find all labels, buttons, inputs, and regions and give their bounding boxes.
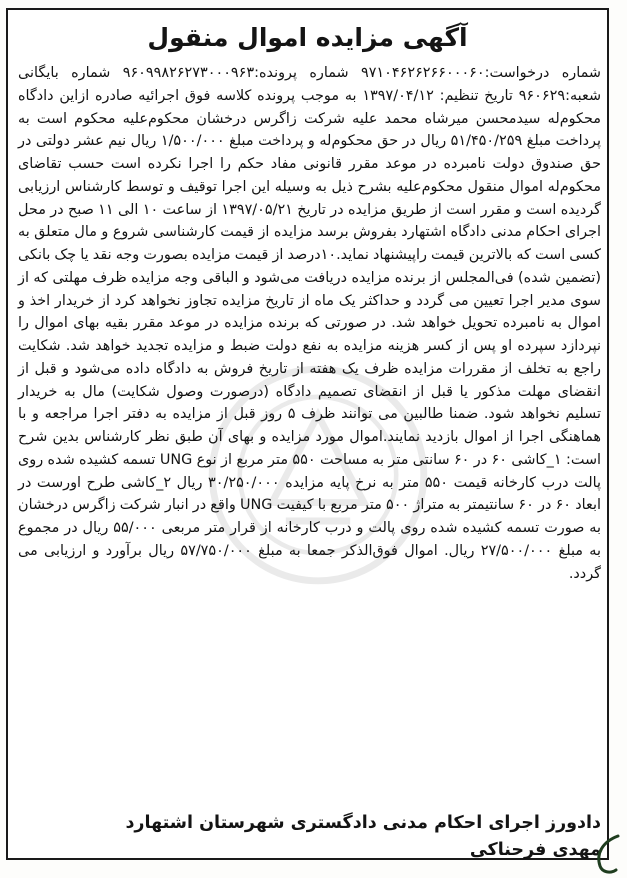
signature-block bbox=[18, 810, 601, 864]
notice-title: آگهی مزایده اموال منقول bbox=[147, 23, 468, 52]
notice-body: شماره درخواست:۹۷۱۰۴۶۲۶۲۶۶۰۰۰۶۰ شماره پرونده:۹۶۰۹۹۸۲۶۲۷۳۰۰۰۹۶۳ شماره بایگانی شعبه:۹۶۰۶۲۹ تاریخ تنظیم: ۱۳۹۷/۰۴/۱۲ به موجب پرونده کلاسه فوق اجرائیه صادره ازاین دادگاه محکوم‌له سیدمحسن میرشاه محمد علیه شرکت زاگرس درخشان محکوم‌علیه محکوم است به پرداخت مبلغ ۵۱/۴۵۰/۲۵۹ ریال در حق محکوم‌له و پرداخت مبلغ ۱/۵۰۰/۰۰۰ ریال نیم عشر دولتی در حق صندوق دولت نامبرده در موعد مقرر قانونی مفاد حکم را اجرا نکرده است حسب تقاضای محکوم‌له اموال منقول محکوم‌علیه بشرح ذیل به وسیله این اجرا توقیف و توسط کارشناس ارزیابی گردیده است و مقرر است از طریق مزایده در تاریخ ۱۳۹۷/۰۵/۲۱ از ساعت ۱۰ الی ۱۱ صبح در محل اجرای احکام مدنی دادگاه اشتهارد بفروش برسد مزایده از قیمت کارشناسی شروع و مال متعلق به کسی است که بالاترین قیمت راپیشنهاد نماید.۱۰درصد از قیمت مزایده بصورت وجه نقد یا چک بانکی (تضمین شده) فی‌المجلس از برنده مزایده دریافت می‌شود و الباقی وجه مزایده ظرف مهلتی که از سوی مدیر اجرا تعیین می گردد و حداکثر یک ماه از تاریخ مزایده تجاوز نخواهد کرد از خریدار اخذ و اموال به نامبرده تحویل خواهد شد. در صورتی که برنده مزایده در موعد مقرر بقیه بهای اموال را نپردازد سپرده او پس از کسر هزینه مزایده به نفع دولت ضبط و مزایده تجدید خواهد شد. شکایت راجع به تخلف از مقررات مزایده ظرف یک هفته از تاریخ فروش به دادگاه داده می‌شود و قبل از انقضای مهلت مذکور یا قبل از انقضای تصمیم دادگاه (درصورت وصول شکایت) مال به خریدار تسلیم نخواهد شود. ضمنا طالبین می توانند ظرف ۵ روز قبل از مزایده به دفتر اجرا مراجعه و با هماهنگی اجرا از اموال بازدید نمایند.اموال مورد مزایده و بهای آن طبق نظر کارشناس بدین شرح است: ۱_کاشی ۶۰ در ۶۰ سانتی متر به مساحت ۵۵۰ متر مربع از نوع UNG تسمه کشیده شده روی پالت درب کارخانه قیمت ۵۵۰ متر به نرخ پایه مزایده ۳۰/۲۵۰/۰۰۰ ریال ۲_کاشی طرح اورست در ابعاد ۶۰ در ۶۰ سانتیمتر به متراژ ۵۰۰ متر مربع با کیفیت UNG واقع در انبار شرکت زاگرس درخشان به صورت تسمه کشیده شده روی پالت و درب کارخانه از قرار متر مربعی ۵۵/۰۰۰ ریال در مجموع به مبلغ ۲۷/۵۰۰/۰۰۰ ریال. اموال فوق‌الذکر جمعا به مبلغ ۵۷/۷۵۰/۰۰۰ ریال برآورد و ارزیابی می گردد. bbox=[18, 65, 602, 582]
auction-notice-box bbox=[6, 8, 609, 860]
signature-title: دادورز اجرای احکام مدنی دادگستری شهرستان اشتهارد bbox=[125, 813, 601, 833]
signature-name: مهدی فرحناکی bbox=[469, 840, 601, 860]
